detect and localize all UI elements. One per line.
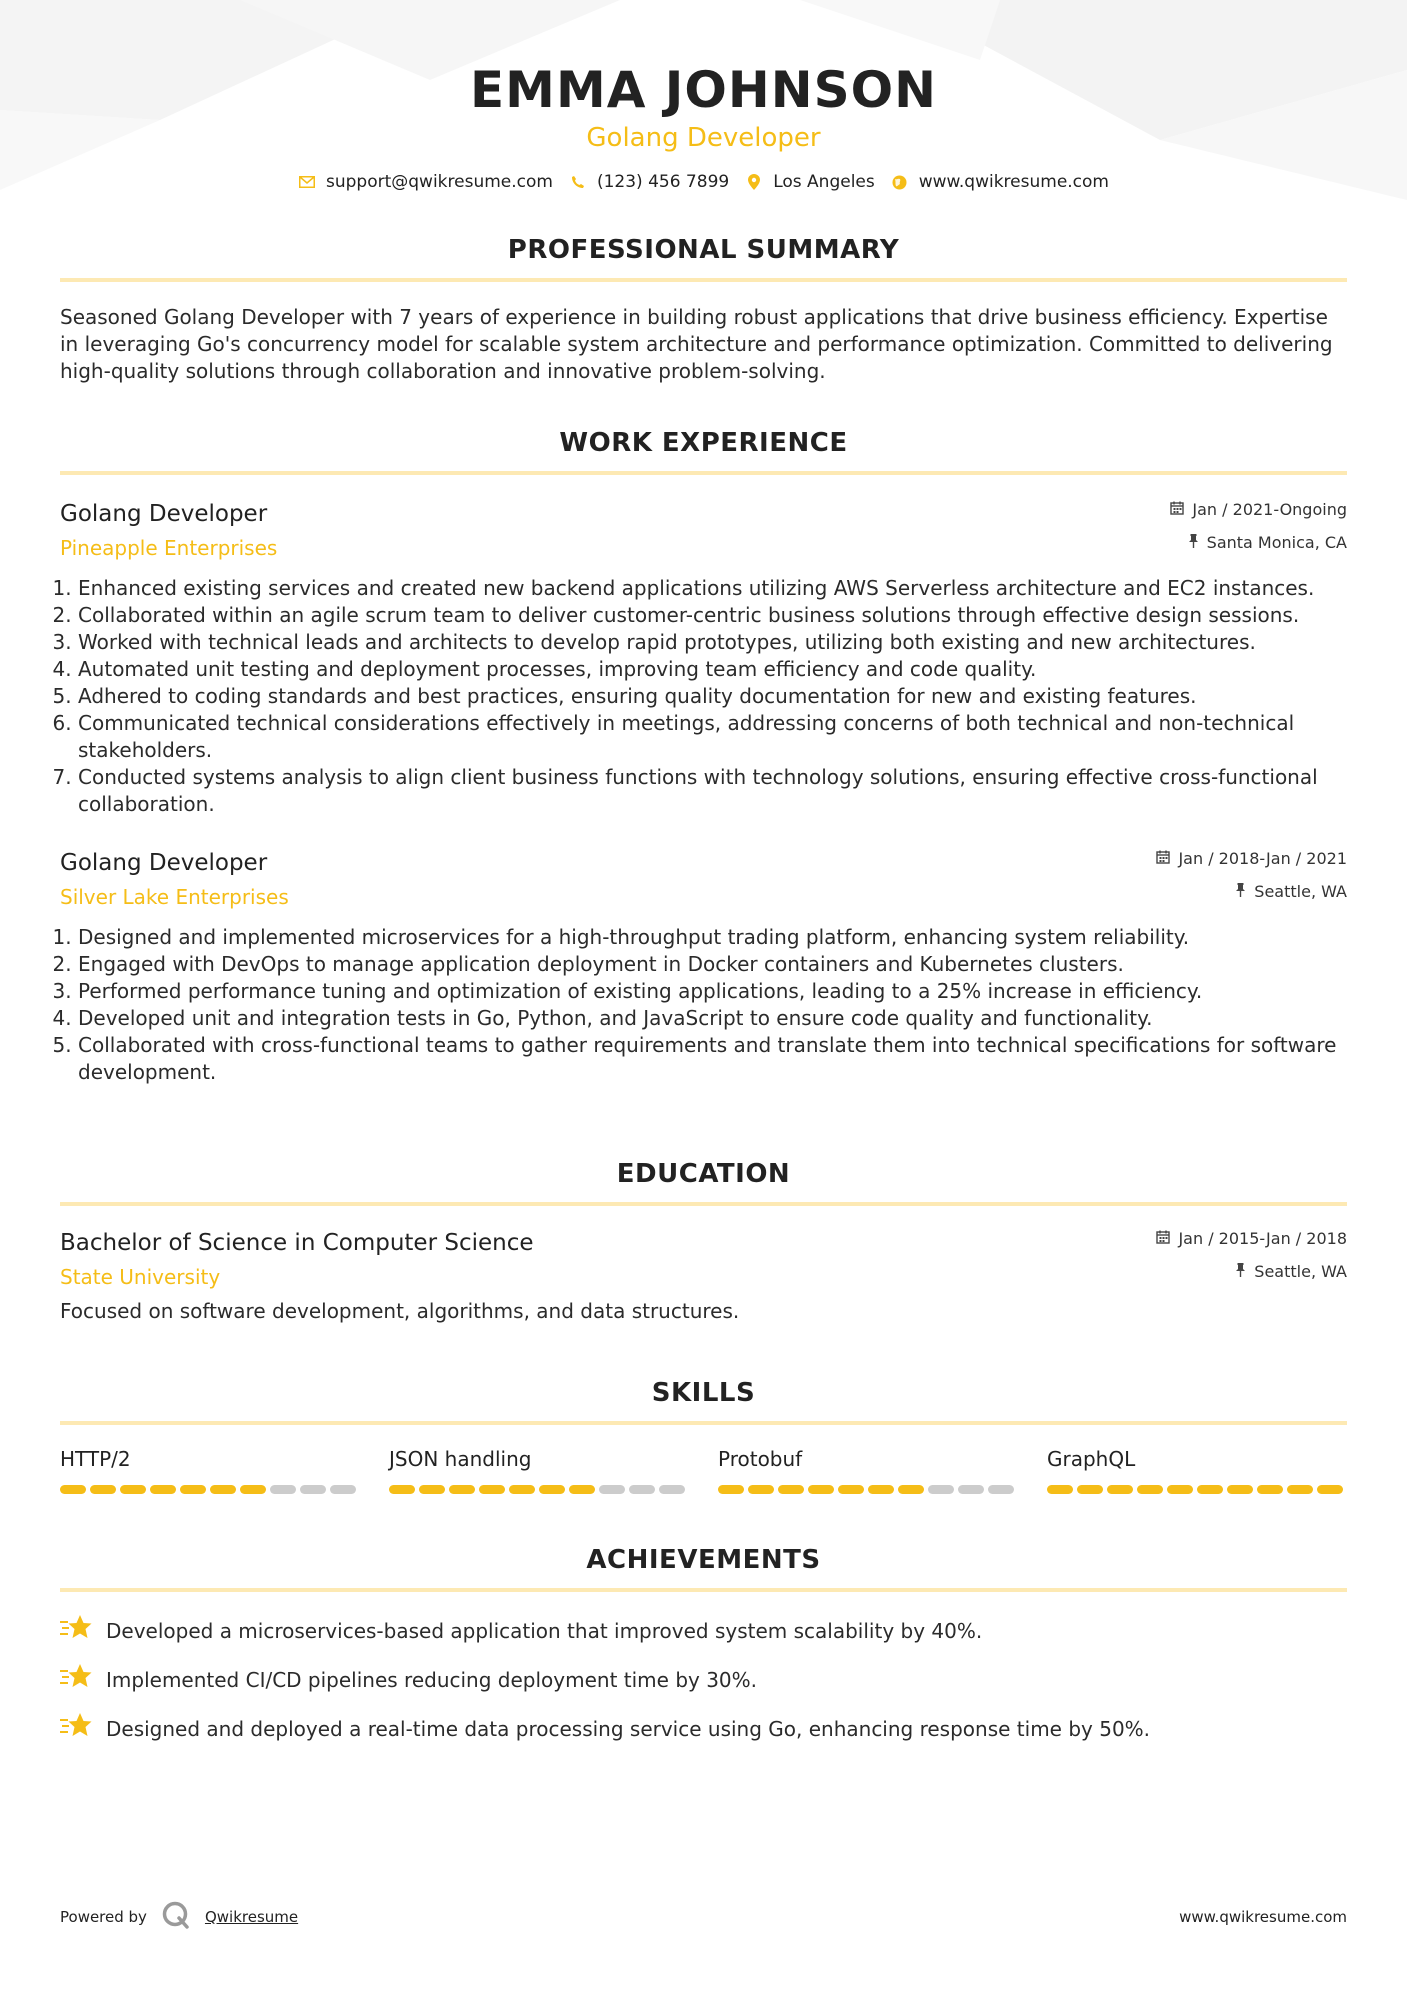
skill-dot-filled bbox=[569, 1485, 595, 1494]
section-divider bbox=[60, 278, 1347, 282]
skills-section bbox=[60, 1377, 1347, 1494]
skill-dot-empty bbox=[928, 1485, 954, 1494]
skill-name: GraphQL bbox=[1047, 1447, 1136, 1471]
achievements-list bbox=[60, 1614, 1347, 1745]
skill-dot-filled bbox=[748, 1485, 774, 1494]
skill-dot-filled bbox=[419, 1485, 445, 1494]
work-experience-section bbox=[60, 427, 1347, 1086]
skill-dot-empty bbox=[330, 1485, 356, 1494]
skill-dot-filled bbox=[1047, 1485, 1073, 1494]
email-text: support@qwikresume.com bbox=[326, 172, 553, 192]
skill-dot-filled bbox=[210, 1485, 236, 1494]
job-responsibilities bbox=[60, 575, 1347, 818]
achievement-item bbox=[60, 1712, 1347, 1745]
job-entry bbox=[60, 848, 1347, 1086]
list-item: 1. Enhanced existing services and created new backend applications utilizing AWS Serverless architecture and EC2 instances. bbox=[78, 575, 1347, 602]
skill-dot-empty bbox=[988, 1485, 1014, 1494]
skill-dot-filled bbox=[120, 1485, 146, 1494]
skill-dot-filled bbox=[150, 1485, 176, 1494]
skill-dot-filled bbox=[449, 1485, 475, 1494]
globe-icon bbox=[891, 173, 909, 191]
skill-item bbox=[718, 1445, 1018, 1494]
education-section bbox=[60, 1158, 1347, 1325]
skill-dot-filled bbox=[808, 1485, 834, 1494]
list-item: 2. Engaged with DevOps to manage application deployment in Docker containers and Kubernetes clusters. bbox=[78, 951, 1347, 978]
powered-by bbox=[60, 1900, 298, 1934]
skill-dot-filled bbox=[1167, 1485, 1193, 1494]
skill-dot-filled bbox=[1227, 1485, 1253, 1494]
skill-dot-empty bbox=[270, 1485, 296, 1494]
calendar-icon bbox=[1156, 848, 1170, 870]
star-icon bbox=[60, 1712, 92, 1745]
list-item: 5. Adhered to coding standards and best practices, ensuring quality documentation for new and existing features. bbox=[78, 683, 1347, 710]
contact-phone[interactable] bbox=[569, 172, 729, 192]
envelope-icon bbox=[298, 173, 316, 191]
candidate-role: Golang Developer bbox=[586, 123, 821, 153]
contact-bar bbox=[60, 172, 1347, 192]
resume-header bbox=[60, 0, 1347, 192]
degree-title: Bachelor of Science in Computer Science bbox=[60, 1230, 534, 1256]
company-name: Pineapple Enterprises bbox=[60, 536, 278, 560]
skill-dot-empty bbox=[300, 1485, 326, 1494]
list-item: 4. Developed unit and integration tests in Go, Python, and JavaScript to ensure code quality and functionality. bbox=[78, 1005, 1347, 1032]
section-title: WORK EXPERIENCE bbox=[559, 428, 848, 458]
job-dates: Jan / 2018-Jan / 2021 bbox=[1178, 849, 1347, 868]
skill-dot-empty bbox=[958, 1485, 984, 1494]
school-name: State University bbox=[60, 1265, 221, 1289]
education-location: Seattle, WA bbox=[1254, 1262, 1347, 1281]
skill-dot-filled bbox=[868, 1485, 894, 1494]
job-entry bbox=[60, 499, 1347, 818]
list-item: 2. Collaborated within an agile scrum team to deliver customer-centric business solutions through effective design sessions. bbox=[78, 602, 1347, 629]
list-item: 5. Collaborated with cross-functional teams to gather requirements and translate them into technical specifications for software development. bbox=[78, 1032, 1347, 1086]
education-dates: Jan / 2015-Jan / 2018 bbox=[1178, 1229, 1347, 1248]
achievements-section bbox=[60, 1544, 1347, 1745]
skill-dot-filled bbox=[539, 1485, 565, 1494]
skill-dot-filled bbox=[479, 1485, 505, 1494]
phone-icon bbox=[569, 173, 587, 191]
skill-dot-filled bbox=[1077, 1485, 1103, 1494]
job-title: Golang Developer bbox=[60, 850, 268, 876]
skill-dot-filled bbox=[389, 1485, 415, 1494]
skill-dot-filled bbox=[240, 1485, 266, 1494]
skill-dot-filled bbox=[1107, 1485, 1133, 1494]
summary-text: Seasoned Golang Developer with 7 years of experience in building robust applications that drive business efficiency. Expertise in leveraging Go's concurrency model for scalable system architecture and performance optimization. Committed to delivering high-quality solutions through collaboration and innovative problem-solving. bbox=[60, 305, 1333, 383]
achievement-text: Implemented CI/CD pipelines reducing deployment time by 30%. bbox=[106, 1667, 758, 1692]
powered-by-label: Powered by bbox=[60, 1908, 147, 1926]
job-title: Golang Developer bbox=[60, 501, 268, 527]
map-pin-icon bbox=[745, 173, 763, 191]
skill-name: HTTP/2 bbox=[60, 1447, 131, 1471]
skill-dot-empty bbox=[659, 1485, 685, 1494]
skill-dot-filled bbox=[1287, 1485, 1313, 1494]
achievement-item bbox=[60, 1663, 1347, 1696]
skill-item bbox=[60, 1445, 360, 1494]
skill-dot-filled bbox=[1257, 1485, 1283, 1494]
job-responsibilities bbox=[60, 924, 1347, 1086]
skill-dot-filled bbox=[1197, 1485, 1223, 1494]
list-item: 4. Automated unit testing and deployment processes, improving team efficiency and code quality. bbox=[78, 656, 1347, 683]
page-footer bbox=[60, 1900, 1347, 1934]
pushpin-icon bbox=[1188, 532, 1199, 554]
job-location: Seattle, WA bbox=[1254, 882, 1347, 901]
achievement-text: Designed and deployed a real-time data processing service using Go, enhancing response time by 50%. bbox=[106, 1716, 1151, 1741]
skill-dot-empty bbox=[629, 1485, 655, 1494]
skill-item bbox=[1047, 1445, 1347, 1494]
phone-text: (123) 456 7899 bbox=[596, 172, 730, 192]
section-title: EDUCATION bbox=[616, 1159, 791, 1189]
education-entry bbox=[60, 1228, 1347, 1325]
section-divider bbox=[60, 471, 1347, 475]
skill-name: JSON handling bbox=[389, 1447, 532, 1471]
contact-website[interactable] bbox=[891, 172, 1109, 192]
skill-rating bbox=[718, 1485, 1018, 1494]
education-description: Focused on software development, algorithms, and data structures. bbox=[60, 1299, 740, 1323]
achievement-text: Developed a microservices-based application that improved system scalability by 40%. bbox=[106, 1618, 983, 1643]
skill-name: Protobuf bbox=[718, 1447, 803, 1471]
skill-dot-filled bbox=[509, 1485, 535, 1494]
section-title: ACHIEVEMENTS bbox=[586, 1545, 821, 1575]
section-title: PROFESSIONAL SUMMARY bbox=[507, 235, 900, 265]
achievement-item bbox=[60, 1614, 1347, 1647]
company-name: Silver Lake Enterprises bbox=[60, 885, 289, 909]
pushpin-icon bbox=[1235, 881, 1246, 903]
star-icon bbox=[60, 1614, 92, 1647]
skill-dot-filled bbox=[60, 1485, 86, 1494]
skill-dot-filled bbox=[180, 1485, 206, 1494]
skill-dot-filled bbox=[718, 1485, 744, 1494]
section-divider bbox=[60, 1421, 1347, 1425]
list-item: 3. Worked with technical leads and architects to develop rapid prototypes, utilizing both existing and new architectures. bbox=[78, 629, 1347, 656]
calendar-icon bbox=[1156, 1228, 1170, 1250]
contact-email[interactable] bbox=[298, 172, 553, 192]
section-divider bbox=[60, 1588, 1347, 1592]
skills-list bbox=[60, 1445, 1347, 1494]
skill-rating bbox=[389, 1485, 689, 1494]
calendar-icon bbox=[1170, 499, 1184, 521]
list-item: 3. Performed performance tuning and optimization of existing applications, leading to a 25% increase in efficiency. bbox=[78, 978, 1347, 1005]
skill-item bbox=[389, 1445, 689, 1494]
star-icon bbox=[60, 1663, 92, 1696]
qwikresume-logo-icon bbox=[161, 1900, 191, 1934]
skill-dot-filled bbox=[838, 1485, 864, 1494]
section-title: SKILLS bbox=[651, 1378, 756, 1408]
job-dates: Jan / 2021-Ongoing bbox=[1192, 500, 1347, 519]
professional-summary-section bbox=[60, 234, 1347, 385]
skill-dot-filled bbox=[1137, 1485, 1163, 1494]
skill-rating bbox=[1047, 1485, 1347, 1494]
skill-dot-filled bbox=[1317, 1485, 1343, 1494]
skill-dot-filled bbox=[90, 1485, 116, 1494]
skill-rating bbox=[60, 1485, 360, 1494]
list-item: 7. Conducted systems analysis to align client business functions with technology solutions, ensuring effective cross-functional collaboration. bbox=[78, 764, 1347, 818]
candidate-name: EMMA JOHNSON bbox=[470, 61, 937, 119]
pushpin-icon bbox=[1235, 1261, 1246, 1283]
location-text: Los Angeles bbox=[773, 172, 875, 192]
list-item: 1. Designed and implemented microservices for a high-throughput trading platform, enhancing system reliability. bbox=[78, 924, 1347, 951]
list-item: 6. Communicated technical considerations effectively in meetings, addressing concerns of both technical and non-technical stakeholders. bbox=[78, 710, 1347, 764]
footer-website[interactable]: www.qwikresume.com bbox=[1179, 1908, 1347, 1926]
qwikresume-link[interactable]: Qwikresume bbox=[204, 1908, 299, 1926]
website-text: www.qwikresume.com bbox=[918, 172, 1109, 192]
contact-location bbox=[745, 172, 875, 192]
skill-dot-filled bbox=[898, 1485, 924, 1494]
section-divider bbox=[60, 1202, 1347, 1206]
skill-dot-filled bbox=[778, 1485, 804, 1494]
job-location: Santa Monica, CA bbox=[1206, 533, 1347, 552]
skill-dot-empty bbox=[599, 1485, 625, 1494]
